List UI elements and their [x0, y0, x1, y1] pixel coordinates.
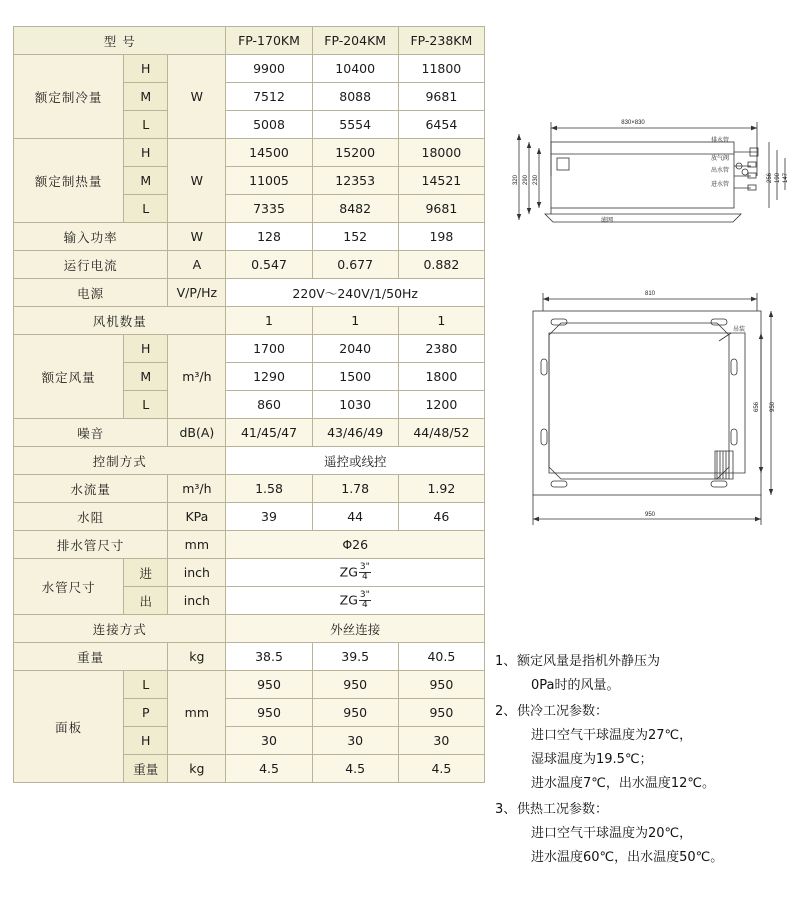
cell-value: 1700 — [226, 335, 312, 363]
cell-value: 8482 — [312, 195, 398, 223]
table-row — [14, 223, 485, 251]
unit-plan-view-drawing — [505, 275, 790, 540]
cell-value: 14521 — [398, 167, 484, 195]
sub-label-m: M — [124, 363, 168, 391]
sub-label-l: L — [124, 195, 168, 223]
cell-value: 4.5 — [312, 755, 398, 783]
dim-label-190: 190 — [775, 172, 781, 184]
unit-running-current: A — [168, 251, 226, 279]
unit-panel-kg: kg — [168, 755, 226, 783]
cell-value-drain-pipe-size: Φ26 — [226, 531, 485, 559]
cell-value: 9681 — [398, 83, 484, 111]
cell-value: 1290 — [226, 363, 312, 391]
cell-value: 950 — [312, 699, 398, 727]
cell-value: 1.92 — [398, 475, 484, 503]
note-number: 2、 — [495, 704, 517, 719]
table-row — [14, 55, 485, 83]
cell-value: 4.5 — [226, 755, 312, 783]
sub-label-inlet: 进 — [124, 559, 168, 587]
sub-label-panel-h: H — [124, 727, 168, 755]
dim-label-256: 256 — [767, 172, 773, 184]
cell-value: 2380 — [398, 335, 484, 363]
cell-value-water-pipe-in: ZG $\frac{3"}{4}$ — [226, 559, 485, 587]
cell-value: 4.5 — [398, 755, 484, 783]
unit-power-supply: V/P/Hz — [168, 279, 226, 307]
table-row — [14, 419, 485, 447]
table-row — [14, 643, 485, 671]
note-line: 额定风量是指机外静压为 — [517, 654, 661, 669]
cell-value: 6454 — [398, 111, 484, 139]
unit-cooling-capacity: W — [168, 55, 226, 139]
row-label-drain-pipe-size: 排水管尺寸 — [14, 531, 168, 559]
cell-value: 1.78 — [312, 475, 398, 503]
row-label-water-flow: 水流量 — [14, 475, 168, 503]
cell-value: 38.5 — [226, 643, 312, 671]
row-label-water-resistance: 水阻 — [14, 503, 168, 531]
row-label-running-current: 运行电流 — [14, 251, 168, 279]
table-row — [14, 559, 485, 587]
table-header-row — [14, 27, 485, 55]
table-row — [14, 335, 485, 363]
cell-value: 1200 — [398, 391, 484, 419]
unit-weight: kg — [168, 643, 226, 671]
row-label-water-pipe-size: 水管尺寸 — [14, 559, 124, 615]
sub-label-panel-weight: 重量 — [124, 755, 168, 783]
cell-value: 950 — [226, 671, 312, 699]
unit-panel-mm: mm — [168, 671, 226, 755]
cell-value: 128 — [226, 223, 312, 251]
callout-hanger: 吊装 — [733, 327, 746, 333]
note-line: 进口空气干球温度为27℃， — [531, 728, 693, 743]
sub-label-h: H — [124, 55, 168, 83]
sub-label-l: L — [124, 111, 168, 139]
sub-label-m: M — [124, 167, 168, 195]
row-label-noise: 噪音 — [14, 419, 168, 447]
callout-air-vent: 放气阀 — [711, 156, 730, 162]
unit-water-resistance: KPa — [168, 503, 226, 531]
cell-value: 0.882 — [398, 251, 484, 279]
cell-value: 30 — [312, 727, 398, 755]
dim-label-950-bottom: 950 — [644, 512, 656, 518]
callout-drain-pipe: 排水管 — [711, 138, 730, 144]
table-row — [14, 671, 485, 699]
header-model-3: FP-238KM — [398, 27, 484, 55]
callout-filter: 滤网 — [601, 218, 614, 224]
note-line: 湿球温度为19.5℃； — [531, 752, 653, 767]
cell-value: 860 — [226, 391, 312, 419]
dim-label-656: 656 — [754, 401, 760, 413]
table-row — [14, 447, 485, 475]
cell-value: 11005 — [226, 167, 312, 195]
table-row — [14, 139, 485, 167]
cell-value: 1 — [398, 307, 484, 335]
sub-label-l: L — [124, 391, 168, 419]
cell-value: 40.5 — [398, 643, 484, 671]
cell-value: 950 — [398, 699, 484, 727]
sub-label-h: H — [124, 139, 168, 167]
cell-value-control-type: 遥控或线控 — [226, 447, 485, 475]
cell-value: 1800 — [398, 363, 484, 391]
sub-label-outlet: 出 — [124, 587, 168, 615]
cell-value: 2040 — [312, 335, 398, 363]
cell-value: 39.5 — [312, 643, 398, 671]
sub-label-h: H — [124, 335, 168, 363]
cell-value: 0.677 — [312, 251, 398, 279]
cell-value: 39 — [226, 503, 312, 531]
cell-value: 9900 — [226, 55, 312, 83]
cell-value: 46 — [398, 503, 484, 531]
note-line: 0Pa时的风量。 — [531, 678, 620, 693]
callout-outlet-pipe: 出水管 — [711, 168, 730, 174]
unit-noise: dB(A) — [168, 419, 226, 447]
row-label-power-supply: 电源 — [14, 279, 168, 307]
cell-value: 198 — [398, 223, 484, 251]
row-label-rated-airflow: 额定风量 — [14, 335, 124, 419]
cell-value: 1.58 — [226, 475, 312, 503]
dim-label-810: 810 — [644, 291, 656, 297]
table-row — [14, 531, 485, 559]
note-line: 供冷工况参数： — [517, 704, 609, 719]
table-row — [14, 251, 485, 279]
unit-water-flow: m³/h — [168, 475, 226, 503]
cell-value: 12353 — [312, 167, 398, 195]
cell-value: 8088 — [312, 83, 398, 111]
sub-label-panel-p: P — [124, 699, 168, 727]
sub-label-m: M — [124, 83, 168, 111]
note-line: 进水温度60℃，出水温度50℃。 — [531, 850, 724, 865]
callout-inlet-pipe: 进水管 — [711, 182, 730, 188]
specification-table — [13, 26, 485, 783]
note-line: 进水温度7℃，出水温度12℃。 — [531, 776, 716, 791]
cell-value: 950 — [398, 671, 484, 699]
unit-side-view-drawing — [505, 110, 790, 255]
cell-value: 950 — [312, 671, 398, 699]
cell-value: 152 — [312, 223, 398, 251]
cell-value-water-pipe-out: ZG $\frac{3"}{4}$ — [226, 587, 485, 615]
note-number: 3、 — [495, 802, 517, 817]
cell-value: 1 — [226, 307, 312, 335]
cell-value: 0.547 — [226, 251, 312, 279]
unit-water-pipe-size-in: inch — [168, 559, 226, 587]
cell-value: 15200 — [312, 139, 398, 167]
row-label-panel: 面板 — [14, 671, 124, 783]
dim-label-320: 320 — [513, 174, 519, 186]
dim-label-230: 230 — [533, 174, 539, 186]
header-model-2: FP-204KM — [312, 27, 398, 55]
row-label-connection-type: 连接方式 — [14, 615, 226, 643]
note-item — [495, 700, 795, 796]
row-label-control-type: 控制方式 — [14, 447, 226, 475]
notes-list — [495, 650, 795, 872]
table-row — [14, 475, 485, 503]
cell-value: 30 — [398, 727, 484, 755]
cell-value: 7512 — [226, 83, 312, 111]
cell-value-connection-type: 外丝连接 — [226, 615, 485, 643]
cell-value: 1030 — [312, 391, 398, 419]
cell-value: 11800 — [398, 55, 484, 83]
cell-value: 1 — [312, 307, 398, 335]
cell-value: 5008 — [226, 111, 312, 139]
cell-value: 9681 — [398, 195, 484, 223]
table-row — [14, 307, 485, 335]
note-item — [495, 650, 795, 698]
note-item — [495, 798, 795, 870]
cell-value: 14500 — [226, 139, 312, 167]
table-row — [14, 503, 485, 531]
unit-drain-pipe-size: mm — [168, 531, 226, 559]
note-line: 进口空气干球温度为20℃， — [531, 826, 693, 841]
header-model-label: 型 号 — [14, 27, 226, 55]
note-line: 供热工况参数： — [517, 802, 609, 817]
unit-water-pipe-size-out: inch — [168, 587, 226, 615]
cell-value: 43/46/49 — [312, 419, 398, 447]
row-label-weight: 重量 — [14, 643, 168, 671]
unit-heating-capacity: W — [168, 139, 226, 223]
row-label-input-power: 输入功率 — [14, 223, 168, 251]
row-label-heating-capacity: 额定制热量 — [14, 139, 124, 223]
table-row — [14, 279, 485, 307]
cell-value: 10400 — [312, 55, 398, 83]
cell-value: 44/48/52 — [398, 419, 484, 447]
cell-value: 5554 — [312, 111, 398, 139]
dim-label-290: 290 — [523, 174, 529, 186]
cell-value-power-supply: 220V～240V/1/50Hz — [226, 279, 485, 307]
cell-value: 7335 — [226, 195, 312, 223]
cell-value: 18000 — [398, 139, 484, 167]
sub-label-panel-l: L — [124, 671, 168, 699]
header-model-1: FP-170KM — [226, 27, 312, 55]
cell-value: 44 — [312, 503, 398, 531]
cell-value: 1500 — [312, 363, 398, 391]
row-label-cooling-capacity: 额定制冷量 — [14, 55, 124, 139]
unit-input-power: W — [168, 223, 226, 251]
dim-label-147: 147 — [783, 172, 789, 184]
note-number: 1、 — [495, 654, 517, 669]
cell-value: 30 — [226, 727, 312, 755]
row-label-fan-quantity: 风机数量 — [14, 307, 226, 335]
dim-label-width: 830×830 — [621, 120, 645, 126]
dim-label-950-right: 950 — [770, 401, 776, 413]
cell-value: 950 — [226, 699, 312, 727]
unit-rated-airflow: m³/h — [168, 335, 226, 419]
cell-value: 41/45/47 — [226, 419, 312, 447]
table-row — [14, 615, 485, 643]
